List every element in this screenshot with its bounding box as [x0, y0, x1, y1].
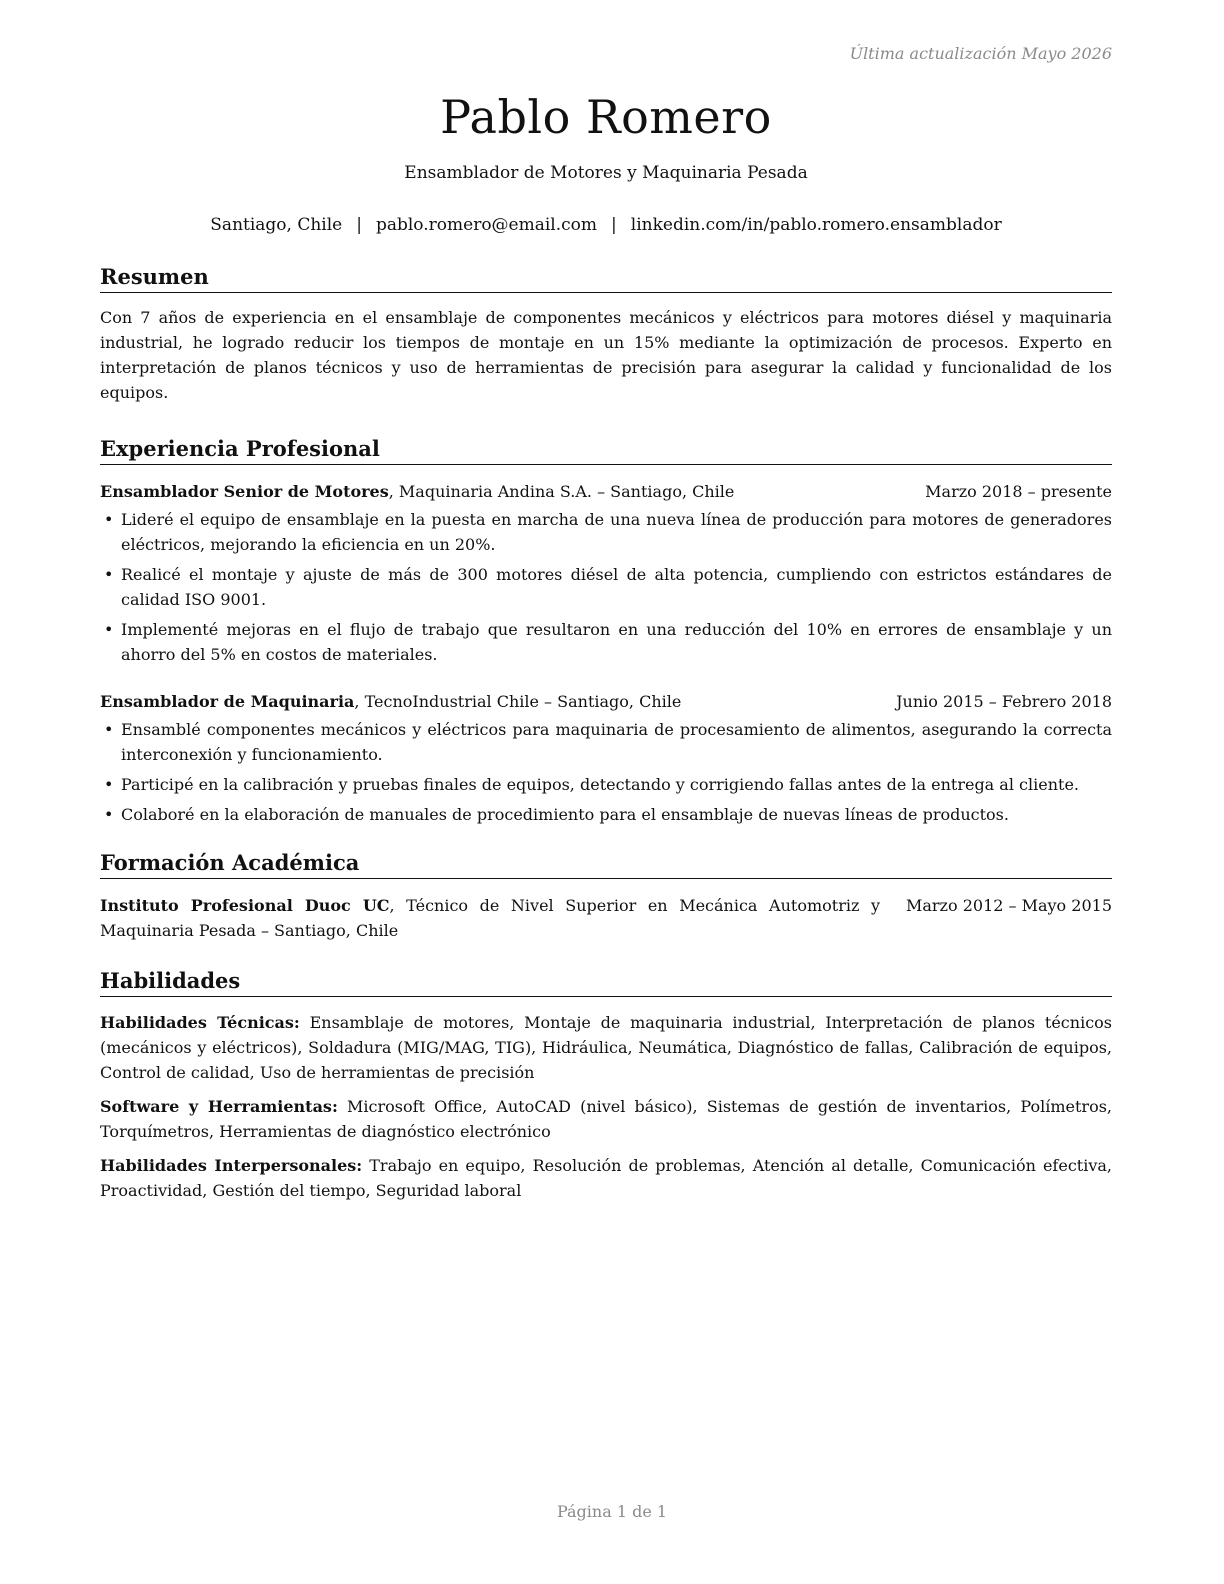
- skill-label: Software y Herramientas:: [100, 1097, 338, 1116]
- job-company: , Maquinaria Andina S.A. – Santiago, Chile: [388, 482, 735, 501]
- education-section: [100, 849, 1112, 943]
- skills-section: [100, 967, 1112, 1203]
- job-header: [100, 479, 1112, 504]
- summary-section: [100, 263, 1112, 405]
- section-heading-experience: Experiencia Profesional: [100, 435, 1112, 465]
- job-entry: [100, 689, 1112, 827]
- bullet-item: • Realicé el montaje y ajuste de más de 300 motores diésel de alta potencia, cumpliendo con estrictos estándares de calidad ISO 9001.: [100, 562, 1112, 612]
- skill-group: [100, 1153, 1112, 1203]
- summary-text: Con 7 años de experiencia en el ensamblaje de componentes mecánicos y eléctricos para motores diésel y maquinaria industrial, he logrado reducir los tiempos de montaje en un 15% mediante la optimización de procesos. Experto en interpretación de planos técnicos y uso de herramientas de precisión para asegurar la calidad y funcionalidad de los equipos.: [100, 308, 1112, 402]
- job-role: Ensamblador Senior de Motores: [100, 482, 389, 501]
- bullet-item: • Participé en la calibración y pruebas finales de equipos, detectando y corrigiendo fallas antes de la entrega al cliente.: [100, 772, 1112, 797]
- skill-text: Trabajo en equipo, Resolución de problemas, Atención al detalle, Comunicación efectiva, Proactividad, Gestión del tiempo, Seguridad laboral: [100, 1156, 1112, 1200]
- candidate-name: Pablo Romero: [440, 90, 772, 144]
- skill-group: [100, 1010, 1112, 1085]
- bullet-icon: •: [104, 620, 114, 639]
- section-heading-summary: Resumen: [100, 263, 1112, 293]
- institution-name: Instituto Profesional Duoc UC: [100, 896, 390, 915]
- separator: |: [356, 215, 362, 235]
- bullet-item: • Colaboré en la elaboración de manuales de procedimiento para el ensamblaje de nuevas líneas de productos.: [100, 802, 1112, 827]
- skill-text: Microsoft Office, AutoCAD (nivel básico), Sistemas de gestión de inventarios, Polímetros, Torquímetros, Herramientas de diagnóstico electrónico: [100, 1097, 1113, 1141]
- contact-line: [100, 214, 1112, 236]
- job-entry: [100, 479, 1112, 667]
- linkedin-link[interactable]: linkedin.com/in/pablo.romero.ensamblador: [630, 215, 1002, 235]
- location: Santiago, Chile: [210, 215, 343, 235]
- bullet-item: • Lideré el equipo de ensamblaje en la puesta en marcha de una nueva línea de producción para motores de generadores eléctricos, mejorando la eficiencia en un 20%.: [100, 507, 1112, 557]
- job-role: Ensamblador de Maquinaria: [100, 692, 355, 711]
- section-heading-skills: Habilidades: [100, 967, 1112, 997]
- last-updated: Última actualización Mayo 2026: [849, 44, 1112, 63]
- job-header: [100, 689, 1112, 714]
- bullet-icon: •: [104, 805, 114, 824]
- bullet-item: • Implementé mejoras en el flujo de trabajo que resultaron en una reducción del 10% en errores de ensamblaje y un ahorro del 5% en costos de materiales.: [100, 617, 1112, 667]
- job-bullets: [100, 507, 1112, 667]
- skill-text: Ensamblaje de motores, Montaje de maquinaria industrial, Interpretación de planos técnicos (mecánicos y eléctricos), Soldadura (MIG/MAG, TIG), Hidráulica, Neumática, Diagnóstico de fallas, Calibración de equipos, Control de calidad, Uso de herramientas de precisión: [100, 1013, 1112, 1082]
- bullet-icon: •: [104, 720, 114, 739]
- experience-section: [100, 435, 1112, 827]
- separator: |: [611, 215, 617, 235]
- bullet-icon: •: [104, 565, 114, 584]
- job-dates: Marzo 2018 – presente: [925, 482, 1112, 501]
- resume-page: [100, 88, 1112, 1203]
- job-company: , TecnoIndustrial Chile – Santiago, Chile: [354, 692, 682, 711]
- section-heading-education: Formación Académica: [100, 849, 1112, 879]
- skill-label: Habilidades Técnicas:: [100, 1013, 300, 1032]
- skill-group: [100, 1094, 1112, 1144]
- job-bullets: [100, 717, 1112, 827]
- email-link[interactable]: pablo.romero@email.com: [375, 215, 598, 235]
- education-entry: [100, 893, 1112, 943]
- job-title: Ensamblador de Motores y Maquinaria Pesada: [404, 163, 808, 183]
- bullet-item: • Ensamblé componentes mecánicos y eléctricos para maquinaria de procesamiento de alimentos, asegurando la correcta interconexión y funcionamiento.: [100, 717, 1112, 767]
- education-dates: Marzo 2012 – Mayo 2015: [905, 896, 1112, 915]
- job-dates: Junio 2015 – Febrero 2018: [896, 692, 1112, 711]
- page-number: Página 1 de 1: [556, 1502, 668, 1521]
- skill-label: Habilidades Interpersonales:: [100, 1156, 363, 1175]
- bullet-icon: •: [104, 775, 114, 794]
- degree-detail: , Técnico de Nivel Superior en Mecánica Automotriz y Maquinaria Pesada – Santiago, Chile: [100, 896, 881, 940]
- bullet-icon: •: [104, 510, 114, 529]
